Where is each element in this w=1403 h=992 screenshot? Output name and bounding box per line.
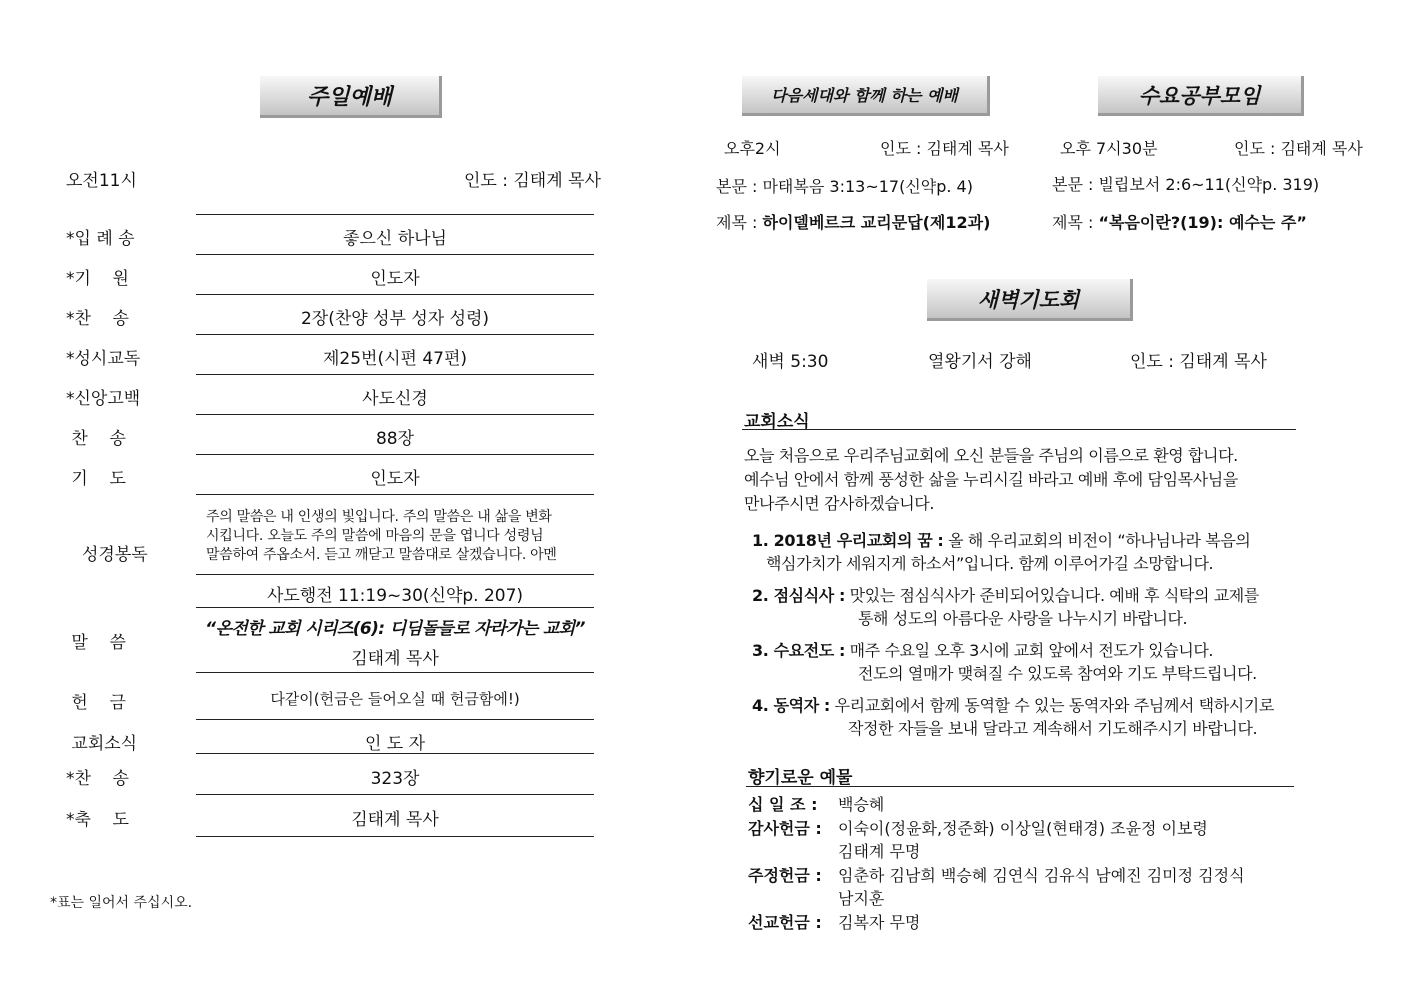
- next-gen-title: [742, 76, 990, 116]
- order-label: *입 례 송: [66, 229, 135, 249]
- order-content: 인도자: [370, 469, 420, 489]
- wednesday-text: 본문 : 빌립보서 2:6~11(신약p. 319): [1052, 175, 1320, 194]
- next-gen-title-text: 다음세대와 함께 하는 예배: [771, 86, 958, 105]
- next-gen-leader: 인도 : 김태계 목사: [880, 139, 1009, 158]
- next-gen-subject-text: 하이델베르크 교리문답(제12과): [762, 213, 991, 232]
- news-welcome-line: 만나주시면 감사하겠습니다.: [744, 494, 935, 513]
- order-content: 인 도 자: [364, 734, 426, 754]
- sermon-title: “온전한 교회 시리즈(6): 디딤돌들로 자라가는 교회”: [205, 619, 585, 639]
- order-content: 323장: [370, 769, 420, 789]
- wednesday-leader: 인도 : 김태계 목사: [1234, 139, 1363, 158]
- dawn-topic: 열왕기서 강해: [928, 352, 1032, 372]
- order-label: *성시교독: [66, 349, 141, 369]
- order-label: *찬 송: [66, 769, 129, 789]
- order-content: 다같이(헌금은 들어오실 때 헌금함에!): [270, 690, 520, 708]
- offering-names: 이숙이(정윤화,정준화) 이상일(현태경) 조윤정 이보령: [838, 819, 1208, 838]
- order-content: 제25번(시편 47편): [322, 349, 468, 369]
- order-line: [196, 214, 594, 215]
- order-line: [196, 414, 594, 415]
- next-gen-subject-label: 제목 :: [716, 213, 763, 232]
- scripture-prayer-line: 말씀하여 주옵소서. 듣고 깨닫고 말씀대로 살겠습니다. 아멘: [206, 547, 557, 563]
- dawn-title: [927, 279, 1133, 321]
- order-label: *찬 송: [66, 309, 129, 329]
- order-label: *축 도: [66, 810, 129, 830]
- scripture-prayer-line: 주의 말씀은 내 인생의 빛입니다. 주의 말씀은 내 삶을 변화: [206, 509, 552, 525]
- order-content: 사도신경: [362, 389, 428, 409]
- offering-names: 김복자 무명: [838, 913, 921, 932]
- wednesday-subject-label: 제목 :: [1052, 213, 1099, 232]
- order-label: 헌 금: [66, 693, 126, 713]
- order-label: *신앙고백: [66, 389, 141, 409]
- news-item: [752, 694, 1274, 718]
- news-item-continued: 핵심가치가 세워지게 하소서”입니다. 함께 이루어가길 소망합니다.: [766, 554, 1214, 573]
- order-line: [196, 454, 594, 455]
- sunday-title-text: 주일예배: [306, 85, 392, 110]
- order-content: 2장(찬양 성부 성자 성령): [300, 309, 490, 329]
- news-item-text: 맛있는 점심식사가 준비되어있습니다. 예배 후 식탁의 교제를: [844, 586, 1259, 605]
- sunday-time: 오전11시: [66, 171, 137, 191]
- order-line: [196, 334, 594, 335]
- offering-heading-underline: [746, 786, 1294, 787]
- offering-names: 임춘하 김남희 백승혜 김연식 김유식 남예진 김미정 김정식: [838, 866, 1245, 885]
- order-content: 인도자: [370, 269, 420, 289]
- news-heading-underline: [742, 429, 1296, 430]
- next-gen-text: 본문 : 마태복음 3:13~17(신약p. 4): [716, 177, 973, 196]
- news-item-number: 2. 점심식사 :: [752, 586, 845, 605]
- news-welcome-line: 예수님 안에서 함께 풍성한 삶을 누리시길 바라고 예배 후에 담임목사님을: [744, 470, 1238, 489]
- news-item-text: 매주 수요일 오후 3시에 교회 앞에서 전도가 있습니다.: [844, 641, 1214, 660]
- order-label: 찬 송: [66, 429, 126, 449]
- wednesday-time: 오후 7시30분: [1060, 139, 1158, 158]
- order-line: [196, 794, 594, 795]
- scripture-label: 성경봉독: [82, 545, 148, 565]
- order-line: [196, 374, 594, 375]
- wednesday-subject-text: “복음이란?(19): 예수는 주”: [1098, 213, 1307, 232]
- offering-label: 선교헌금 :: [748, 913, 822, 932]
- news-item: [752, 529, 1250, 553]
- wednesday-title-text: 수요공부모임: [1138, 83, 1261, 108]
- news-item-text: 올 해 우리교회의 비전이 “하나님나라 복음의: [943, 531, 1251, 550]
- scripture-prayer-line: 시킵니다. 오늘도 주의 말씀에 마음의 문을 엽니다 성령님: [206, 528, 544, 544]
- order-line: [196, 836, 594, 837]
- offering-label: 감사헌금 :: [748, 819, 822, 838]
- news-item-continued: 통해 성도의 아름다운 사랑을 나누시기 바랍니다.: [858, 609, 1188, 628]
- order-content: 88장: [375, 429, 415, 449]
- news-item-continued: 작정한 자들을 보내 달라고 계속해서 기도해주시기 바랍니다.: [848, 719, 1258, 738]
- order-line: [196, 254, 594, 255]
- news-item-number: 3. 수요전도 :: [752, 641, 845, 660]
- news-item-number: 1. 2018년 우리교회의 꿈 :: [752, 531, 944, 550]
- sermon-label: 말 씀: [66, 633, 126, 653]
- news-heading: 교회소식: [744, 412, 810, 432]
- wednesday-title: [1098, 76, 1304, 116]
- news-item: [752, 639, 1213, 663]
- news-item-continued: 전도의 열매가 맺혀질 수 있도록 참여와 기도 부탁드립니다.: [858, 664, 1257, 683]
- order-content: 김태계 목사: [351, 810, 439, 830]
- dawn-leader: 인도 : 김태계 목사: [1130, 352, 1267, 372]
- sunday-leader: 인도 : 김태계 목사: [464, 171, 601, 191]
- offering-names: 백승혜: [838, 795, 885, 814]
- order-label: *기 원: [66, 269, 129, 289]
- order-content: 좋으신 하나님: [343, 229, 447, 249]
- next-gen-time: 오후2시: [724, 139, 781, 158]
- news-item: [752, 584, 1259, 608]
- offering-heading: 향기로운 예물: [748, 768, 853, 788]
- order-line: [196, 607, 594, 608]
- order-line: [196, 294, 594, 295]
- sunday-title: [260, 76, 442, 118]
- order-line: [196, 672, 594, 673]
- standing-footnote: *표는 일어서 주십시오.: [50, 895, 193, 911]
- order-label: 교회소식: [66, 734, 138, 754]
- offering-label: 주정헌금 :: [748, 866, 822, 885]
- offering-names-continued: 남지훈: [838, 889, 885, 908]
- next-gen-subject: [716, 210, 990, 233]
- news-item-number: 4. 동역자 :: [752, 696, 830, 715]
- offering-names-continued: 김태계 무명: [838, 842, 921, 861]
- dawn-title-text: 새벽기도회: [977, 287, 1080, 312]
- dawn-time: 새벽 5:30: [752, 352, 829, 372]
- news-item-text: 우리교회에서 함께 동역할 수 있는 동역자와 주님께서 택하시기로: [829, 696, 1274, 715]
- news-welcome-line: 오늘 처음으로 우리주님교회에 오신 분들을 주님의 이름으로 환영 합니다.: [744, 446, 1238, 465]
- order-line: [196, 494, 594, 495]
- order-label: 기 도: [66, 469, 126, 489]
- sermon-preacher: 김태계 목사: [351, 649, 439, 669]
- order-line: [196, 574, 594, 575]
- wednesday-subject: [1052, 210, 1307, 233]
- order-line: [196, 719, 594, 720]
- offering-label: 십 일 조 :: [748, 795, 818, 814]
- scripture-reference: 사도행전 11:19~30(신약p. 207): [266, 586, 524, 606]
